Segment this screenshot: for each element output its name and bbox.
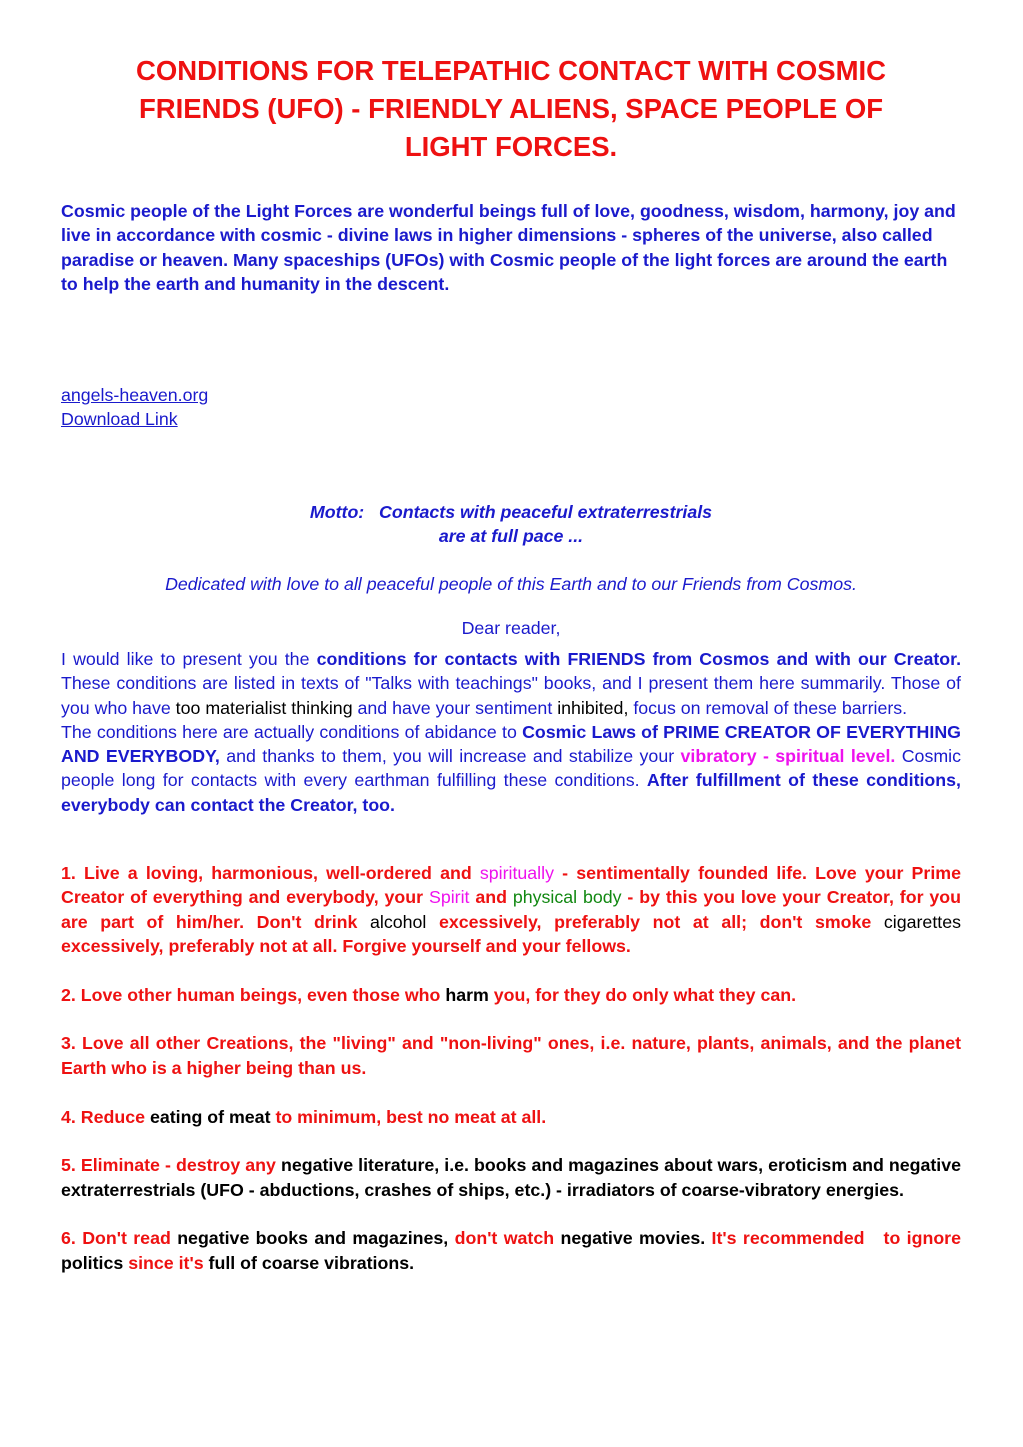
c1-text-i: excessively, preferably not at all; don't smoke [426,911,884,932]
c2-harm: harm [445,984,489,1005]
body-p2-a: The conditions here are actually conditions of abidance to [61,721,523,742]
motto-line-1: Motto: Contacts with peaceful extraterrestrials [309,502,713,522]
title-line-1: CONDITIONS FOR TELEPATHIC CONTACT WITH COSMIC [135,55,887,86]
c1-text-g: - by this you love your Creator, for you are part of him/her. Don't drink [61,887,961,932]
body-p1-d: too materialist thinking [175,697,353,718]
title-line-3: LIGHT FORCES. [404,131,618,162]
condition-6 [61,1226,966,1275]
c1-alcohol: alcohol [370,911,427,932]
body-p1-f: inhibited, [557,697,629,718]
dedication: Dedicated with love to all peaceful people of this Earth and to our Friends from Cosmos. [165,574,857,594]
body-p2-c: and thanks to them, you will increase and stabilize your [219,746,681,767]
c2-text-a: 2. Love other human beings, even those who [61,984,446,1005]
c1-spiritually: spiritually [479,863,554,883]
c5-negative-literature: negative literature, i.e. books and magazines about wars, eroticism and negative extraterrestrials (UFO - abductions, crashes of ships, etc.) - irradiators of coarse-vibratory energies. [61,1155,962,1200]
body-p1-b: conditions for contacts with FRIENDS from Cosmos and with our Creator. [316,649,962,669]
c2-text-c: you, for they do only what they can. [488,984,797,1005]
c1-physical-body: physical body [512,887,622,908]
body-p2-f: After fulfillment of these conditions, everybody can contact the Creator, too. [61,770,961,815]
conditions-list [61,861,966,1275]
intro-paragraph: Cosmic people of the Light Forces are wonderful beings full of love, goodness, wisdom, harmony, joy and live in accordance with cosmic - divine laws in higher dimensions - spheres of the universe, also called paradise or heaven. Many spaceships (UFOs) with Cosmic people of the light forces are around the earth to help the earth and humanity in the descent. [61,201,956,294]
c1-text-k: excessively, preferably not at all. Forgive yourself and your fellows. [61,935,631,956]
c5-text-a: 5. Eliminate - destroy any [61,1155,281,1176]
c4-text-c: to minimum, best no meat at all. [270,1106,547,1127]
c6-text-a: 6. Don't read [61,1228,178,1249]
c1-text-a: 1. Live a loving, harmonious, well-ordered and [61,863,480,883]
body-text [61,647,961,817]
c6-negative-books: negative books and magazines, [177,1228,449,1249]
body-p1-g: focus on removal of these barriers. [628,697,908,718]
body-p1-a: I would like to present you the [61,649,317,669]
condition-5 [61,1153,961,1202]
body-p2-e: Cosmic people long for contacts with every earthman fulfilling these conditions. [61,746,961,791]
body-p1-c: These conditions are listed in texts of "Talks with teachings" books, and I present them here summarily. Those of you who have [61,673,961,718]
condition-1 [61,861,961,958]
c6-text-c: don't watch [448,1228,561,1249]
links-block [61,383,208,432]
page-title [61,52,961,166]
condition-2 [61,983,961,1007]
motto [61,500,961,549]
c3-text: 3. Love all other Creations, the "living" and "non-living" ones, i.e. nature, plants, animals, and the planet Earth who is a higher being than us. [61,1033,961,1078]
c1-spirit: Spirit [428,887,470,908]
c4-eating-of-meat: eating of meat [149,1106,271,1127]
c6-text-g: since it's [123,1252,209,1273]
body-p2-d: vibratory - spiritual level. [680,746,896,767]
body-p1-e: and have your sentiment [352,697,558,718]
c6-negative-movies: negative movies. [560,1228,706,1249]
greeting: Dear reader, [461,618,561,638]
c1-text-c: - sentimentally founded life. Love your Prime Creator of everything and everybody, your [61,863,961,908]
condition-4 [61,1105,961,1129]
body-p2-b: Cosmic Laws of PRIME CREATOR OF EVERYTHING AND EVERYBODY, [61,721,962,767]
c1-cigarettes: cigarettes [883,911,961,932]
download-link[interactable]: Download Link [61,409,178,430]
condition-3 [61,1031,961,1080]
site-link[interactable]: angels-heaven.org [61,385,209,405]
c1-text-e: and [469,887,513,908]
title-line-2: FRIENDS (UFO) - FRIENDLY ALIENS, SPACE PEOPLE OF [138,93,884,124]
c6-text-e: It's recommended to ignore [705,1228,966,1249]
c6-coarse-vibrations: full of coarse vibrations. [208,1252,415,1273]
c6-politics: politics [61,1252,124,1273]
c4-text-a: 4. Reduce [61,1106,150,1127]
motto-line-2: are at full pace ... [438,526,584,547]
